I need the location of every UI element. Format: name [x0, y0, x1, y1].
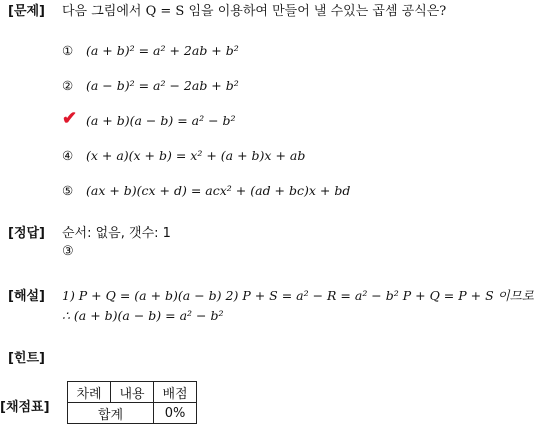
- problem-question: 다음 그림에서 Q = S 임을 이용하여 만들어 낼 수있는 곱셈 공식은?: [62, 4, 447, 19]
- option-2-text: (a − b)² = a² − 2ab + b²: [85, 78, 239, 93]
- scoring-header-content: 내용: [111, 382, 154, 403]
- option-4-text: (x + a)(x + b) = x² + (a + b)x + ab: [85, 148, 306, 163]
- answer-value: ③: [62, 244, 74, 259]
- answer-label: [정답]: [8, 226, 45, 241]
- option-1[interactable]: [62, 43, 239, 58]
- scoring-total-row: [68, 403, 197, 424]
- option-4[interactable]: [62, 148, 305, 163]
- scoring-label: [채점표]: [0, 400, 50, 415]
- option-3-text: (a + b)(a − b) = a² − b²: [85, 113, 236, 128]
- option-2[interactable]: [62, 78, 239, 93]
- option-1-text: (a + b)² = a² + 2ab + b²: [85, 43, 239, 58]
- explanation-line-1: 1) P + Q = (a + b)(a − b) 2) P + S = a² − R = a² − b² P + Q = P + S 이므로: [62, 288, 534, 303]
- scoring-header-points: 배점: [154, 382, 197, 403]
- option-5-text: (ax + b)(cx + d) = acx² + (ad + bc)x + bd: [85, 183, 351, 198]
- option-4-number: ④: [62, 148, 74, 163]
- option-3[interactable]: [62, 113, 236, 128]
- scoring-header-row: [68, 382, 197, 403]
- hint-label: [힌트]: [8, 351, 45, 366]
- scoring-table: [67, 381, 197, 424]
- scoring-header-order: 차례: [68, 382, 111, 403]
- option-2-number: ②: [62, 78, 74, 93]
- scoring-total-label: 합계: [68, 403, 154, 424]
- option-5[interactable]: [62, 183, 350, 198]
- scoring-total-value: 0%: [154, 403, 197, 424]
- problem-label: [문제]: [8, 4, 45, 19]
- answer-meta: 순서: 없음, 갯수: 1: [62, 226, 171, 241]
- option-5-number: ⑤: [62, 183, 74, 198]
- checkmark-icon: ✔: [62, 108, 78, 129]
- explanation-label: [해설]: [8, 289, 45, 304]
- option-1-number: ①: [62, 43, 74, 58]
- explanation-line-2: ∴ (a + b)(a − b) = a² − b²: [62, 308, 224, 323]
